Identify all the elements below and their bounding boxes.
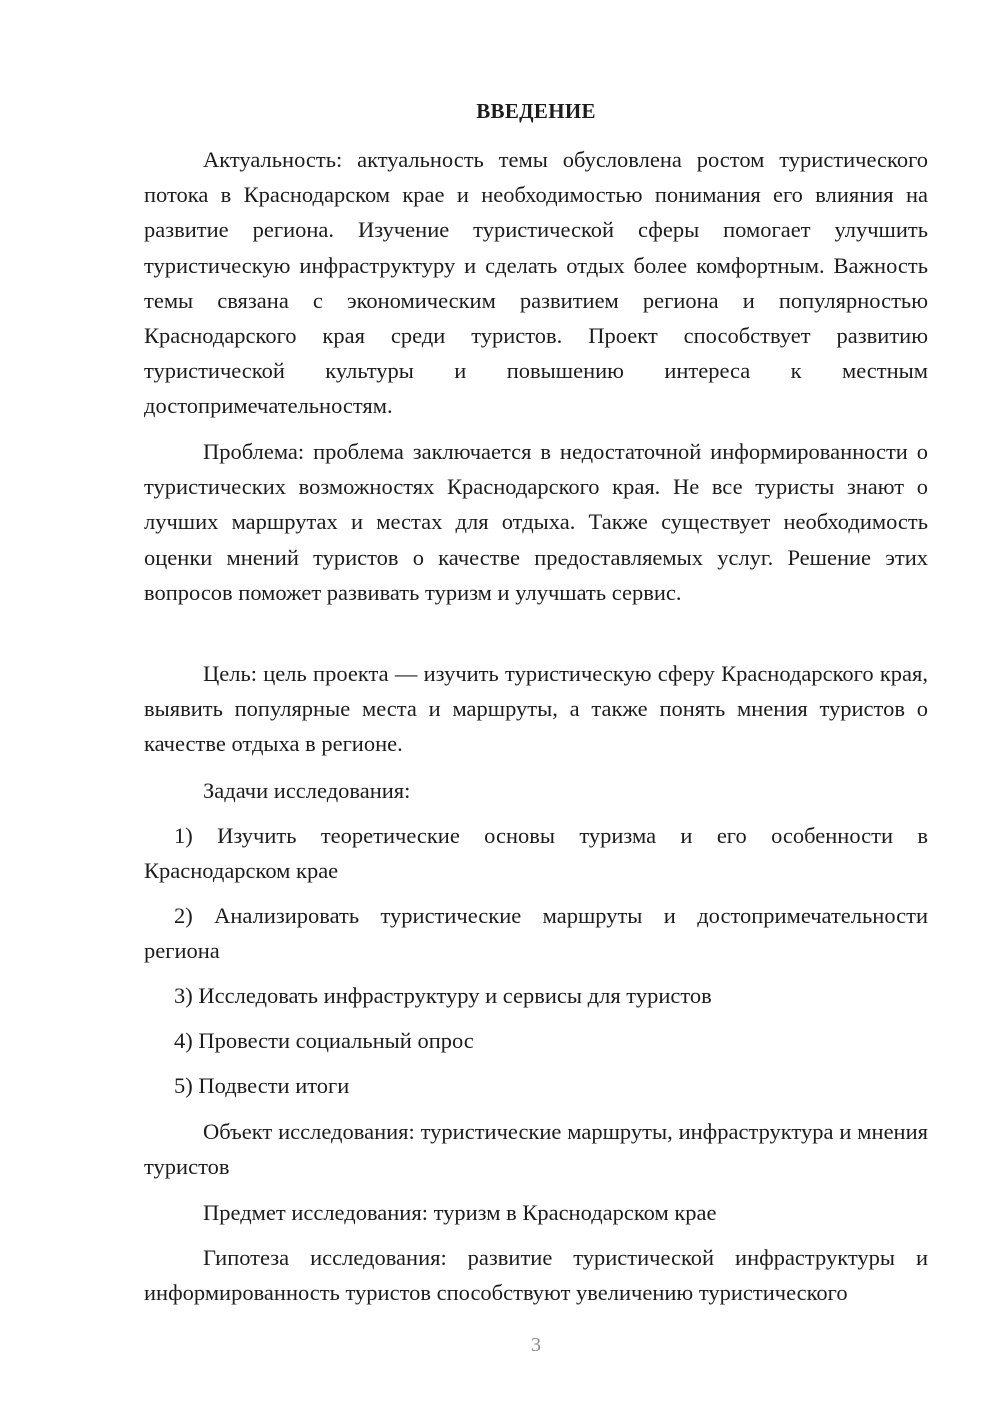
task-item-4: 4) Провести социальный опрос [174,1028,474,1053]
task-item-1: 1) Изучить теоретические основы туризма и его особенности в Краснодарском крае [144,823,928,884]
task-item-5: 5) Подвести итоги [174,1073,350,1098]
page-number: 3 [531,1334,541,1356]
subject-paragraph: Предмет исследования: туризм в Краснодарском крае [203,1200,717,1225]
document-page [144,0,928,1414]
problem-paragraph: Проблема: проблема заключается в недостаточной информированности о туристических возможностях Краснодарского края. Не все туристы знают о лучших маршрутах и местах для отдыха. Также существует необходимость оценки мнений туристов о качестве предоставляемых услуг. Решение этих вопросов поможет развивать туризм и улучшать сервис. [144,439,928,605]
object-paragraph: Объект исследования: туристические маршруты, инфраструктура и мнения туристов [144,1119,928,1180]
section-title: ВВЕДЕНИЕ [476,99,596,123]
relevance-paragraph: Актуальность: актуальность темы обусловлена ростом туристического потока в Краснодарском крае и необходимостью понимания его влияния на развитие региона. Изучение туристической сферы помогает улучшить туристическую инфраструктуру и сделать отдых более комфортным. Важность темы связана с экономическим развитием региона и популярностью Краснодарского края среди туристов. Проект способствует развитию туристической культуры и повышению интереса к местным достопримечательностям. [144,147,928,419]
tasks-heading: Задачи исследования: [203,778,411,803]
goal-paragraph: Цель: цель проекта — изучить туристическую сферу Краснодарского края, выявить популярные места и маршруты, а также понять мнения туристов о качестве отдыха в регионе. [144,661,928,757]
task-item-3: 3) Исследовать инфраструктуру и сервисы для туристов [174,983,712,1008]
task-item-2: 2) Анализировать туристические маршруты и достопримечательности региона [144,903,928,964]
hypothesis-paragraph: Гипотеза исследования: развитие туристической инфраструктуры и информированность туристов способствуют увеличению туристического [144,1245,928,1306]
